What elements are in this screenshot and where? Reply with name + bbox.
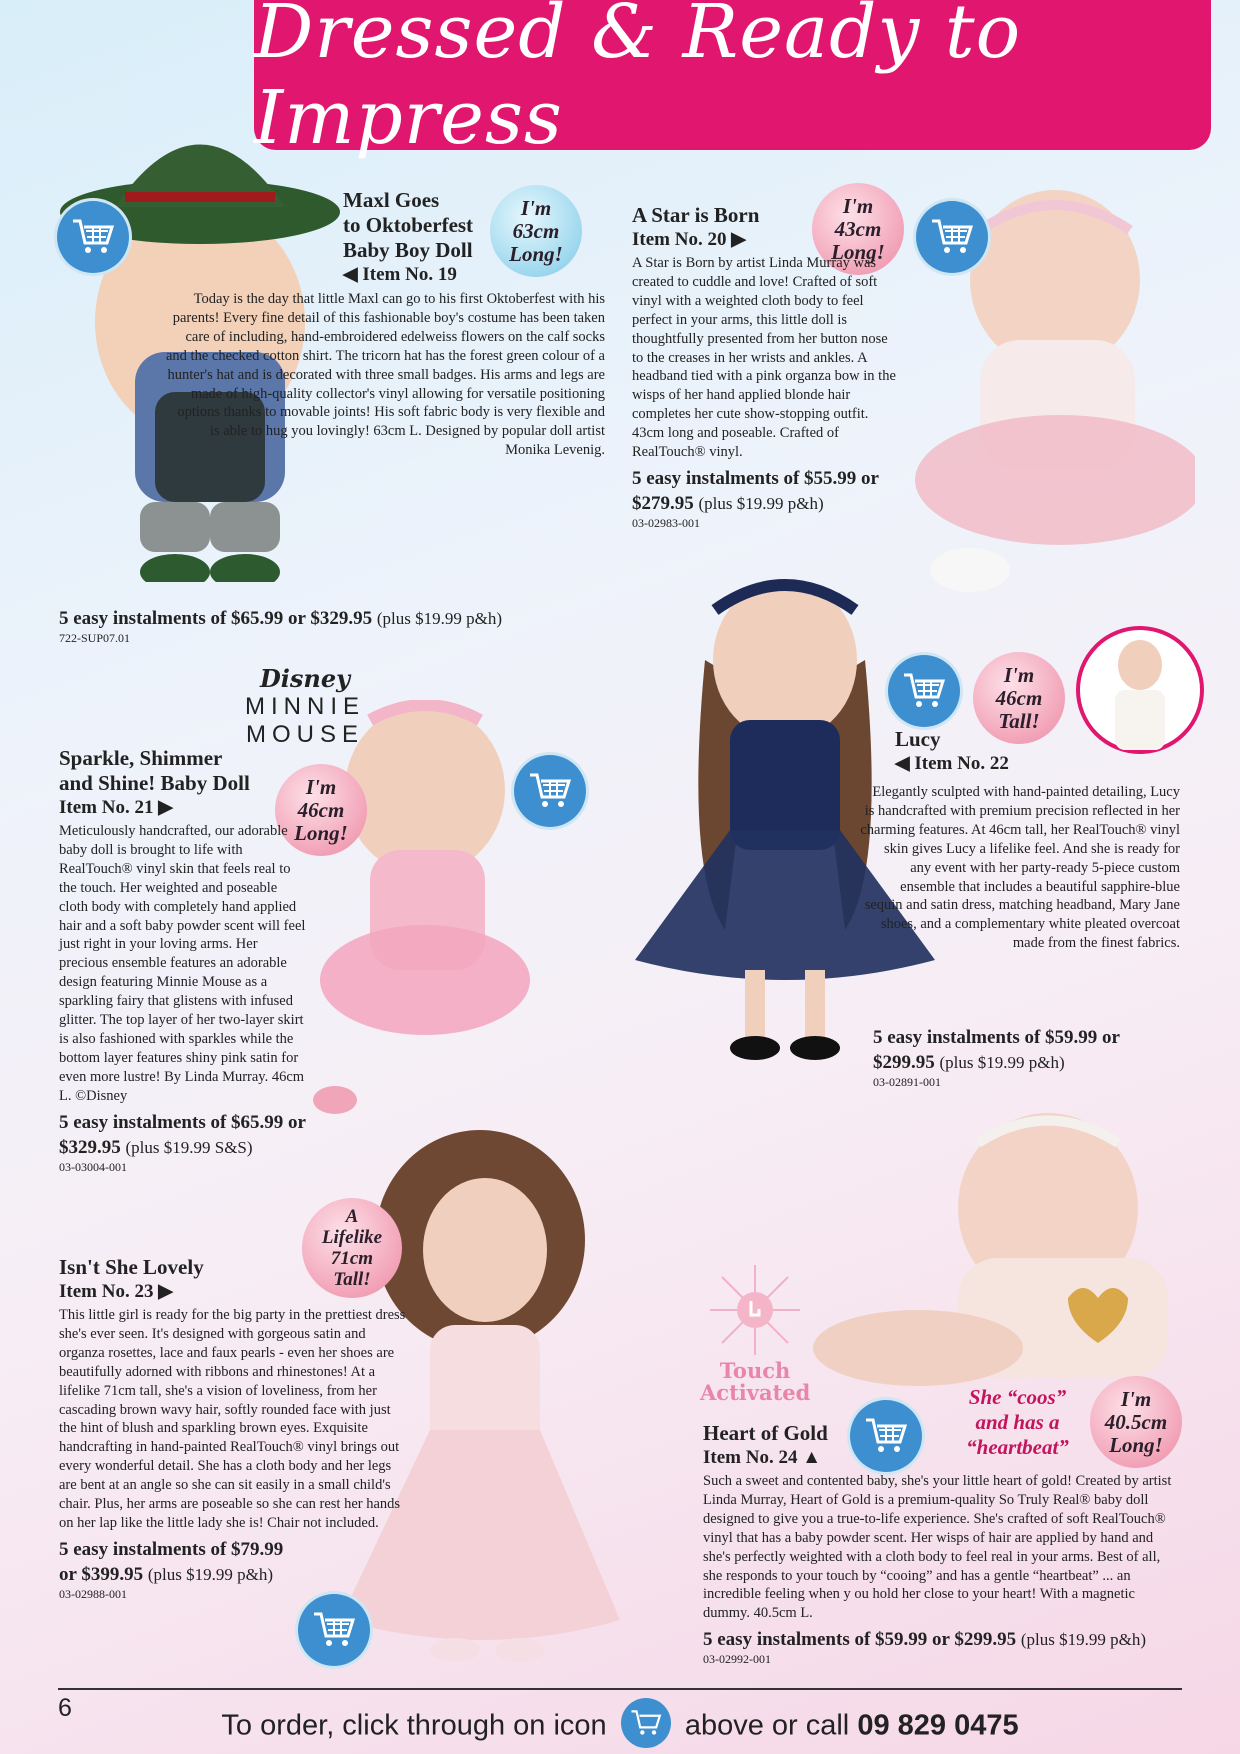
- item-number: Item No. 20 ▶: [632, 229, 746, 250]
- item-number: Item No. 24 ▲: [703, 1447, 822, 1468]
- product-title: Maxl Goes to Oktoberfest Baby Boy Doll: [343, 188, 474, 262]
- arrow-left-icon: ◀: [343, 264, 358, 285]
- price: 5 easy instalments of $59.99 or $299.95 (plus $19.99 p&h): [873, 1027, 1120, 1073]
- price: 5 easy instalments of $65.99 or $329.95 (plus $19.99 p&h): [59, 608, 503, 629]
- cart-button-item-23[interactable]: [298, 1594, 370, 1666]
- product-code: 722-SUP07.01: [59, 631, 131, 645]
- minnie-doll-image: [310, 700, 530, 1120]
- price: 5 easy instalments of $65.99 or $329.95 (plus $19.99 S&S): [59, 1111, 306, 1158]
- product-code: 03-03004-001: [59, 1159, 127, 1174]
- product-22-pricing: [873, 1025, 1173, 1090]
- arrow-right-icon: ▶: [731, 229, 746, 250]
- item-number: Item No. 21 ▶: [59, 797, 173, 818]
- product-19-pricing: [59, 606, 619, 646]
- product-code: 03-02988-001: [59, 1586, 127, 1601]
- page-number: 6: [58, 1694, 72, 1722]
- product-title: Heart of Gold: [703, 1421, 828, 1445]
- arrow-right-icon: ▶: [158, 1281, 173, 1302]
- item-number: ◀ Item No. 19: [343, 264, 457, 285]
- product-description: A Star is Born by artist Linda Murray was created to cuddle and love! Crafted of soft vinyl with a weighted cloth body to feel perfect in your arms, this little doll is thoughtfully presented from her button nose to the creases in her wrists and ankles. A headband tied with a pink organza bow in the wisps of her hand applied blonde hair completes her cute show-stopping outfit. 43cm long and poseable. Crafted of RealTouch® vinyl.: [632, 255, 896, 461]
- product-item-21: [59, 746, 309, 1175]
- item-number: ◀ Item No. 22: [895, 753, 1009, 774]
- product-22-details: [860, 781, 1180, 957]
- footer-divider: [58, 1688, 1182, 1690]
- cart-button-item-19[interactable]: [57, 201, 129, 273]
- product-code: 03-02891-001: [873, 1075, 941, 1089]
- shopping-cart-icon: [528, 771, 572, 811]
- footer-suffix: above or call: [684, 1709, 850, 1742]
- product-item-24: [703, 1421, 1183, 1667]
- shopping-cart-icon: [902, 671, 946, 711]
- size-badge-item-20: I'm 43cm Long!: [812, 183, 904, 275]
- product-description: This little girl is ready for the big party in the prettiest dress she's ever seen. It's designed with gorgeous satin and organza rosettes, lace and faux pearls - even her shoes are beautifully adorned with ribbons and rhinestones! At a lifelike 71cm tall, she's a vision of loveliness, from her cascading brown wavy hair, softly rounded face with just the hint of blush and sparkling brown eyes. Exquisite handcrafting in hand-painted RealTouch® vinyl brings out every wonderful detail. She has a cloth body and her legs are bent at an angle so she can sit easily in a small child's chair. Plus, her arms are poseable so she can rest her hands on her lap like the little lady she is! Chair not included.: [59, 1307, 406, 1531]
- product-item-23: [59, 1255, 409, 1602]
- disney-wordmark: Disney: [259, 664, 351, 693]
- size-badge-item-19: I'm 63cm Long!: [490, 185, 582, 277]
- cart-button-item-22[interactable]: [888, 655, 960, 727]
- minnie-mouse-wordmark: MINNIE MOUSE: [245, 693, 365, 748]
- order-footer: [0, 1702, 1240, 1752]
- shopping-cart-icon: [630, 1708, 662, 1738]
- shopping-cart-icon: [71, 217, 115, 257]
- page-title: Dressed & Ready to Impress: [254, 0, 1022, 161]
- arrow-right-icon: ▶: [158, 797, 173, 818]
- price: 5 easy instalments of $55.99 or $279.95 (plus $19.99 p&h): [632, 467, 879, 514]
- price: 5 easy instalments of $59.99 or $299.95 (plus $19.99 p&h): [703, 1629, 1147, 1651]
- product-title: Isn't She Lovely: [59, 1255, 204, 1279]
- touch-activated-label: Touch Activated: [700, 1358, 811, 1405]
- size-badge-item-23: A Lifelike 71cm Tall!: [302, 1198, 402, 1298]
- arrow-up-icon: ▲: [802, 1447, 822, 1468]
- product-item-19: [343, 188, 603, 287]
- size-badge-item-24: I'm 40.5cm Long!: [1090, 1376, 1182, 1468]
- product-item-22: [895, 727, 1195, 776]
- product-title: Sparkle, Shimmer and Shine! Baby Doll: [59, 746, 250, 795]
- product-description: Meticulously handcrafted, our adorable baby doll is brought to life with RealTouch® vinyl skin that feels real to the touch. Her weighted and poseable cloth body with completely hand applied hair and a soft baby powder scent will feel just right in your loving arms. Her precious ensemble features an adorable design featuring Minnie Mouse as a sparkling fairy that glistens with infused glitter. The top layer of her two-layer skirt is also fashioned with sparkles while the bottom layer features shiny pink satin for even more lustre! By Linda Murray. 46cm L. ©Disney: [59, 823, 306, 1104]
- product-description: Today is the day that little Maxl can go to his first Oktoberfest with his parents! Every fine detail of this fashionable boy's costume has been taken care of including, hand-embroidered edelweiss flowers on the calf socks and the checked cotton shirt. The tricorn hat has the forest green colour of a hunter's hat and is decorated with three small badges. His arms and legs are made of high-quality collector's vinyl allowing for versatile positioning options thanks to movable joints! His soft fabric body is very flexible and is able to hug you lovingly! 63cm L. Designed by popular doll artist Monika Levenig.: [165, 291, 605, 459]
- phone-number[interactable]: 09 829 0475: [857, 1709, 1019, 1742]
- arrow-left-icon: ◀: [895, 753, 910, 774]
- shopping-cart-icon: [312, 1610, 356, 1650]
- heart-of-gold-doll-image: [808, 1088, 1198, 1418]
- footer-prefix: To order, click through on icon: [221, 1709, 607, 1742]
- coos-heartbeat-callout: She “coos” and has a “heartbeat”: [966, 1385, 1069, 1459]
- product-19-details: [165, 288, 605, 464]
- price: 5 easy instalments of $79.99 or $399.95 (plus $19.99 p&h): [59, 1538, 284, 1585]
- product-description: Such a sweet and contented baby, she's your little heart of gold! Created by artist Linda Murray, Heart of Gold is a premium-quality So Truly Real® baby doll designed to give you a true-to-life experience. She's crafted of soft RealTouch® vinyl that has a baby powder scent. Her wisps of hair are applied by hand and she's perfectly weighted with a cloth body to feel real in your arms. Best of all, she responds to your touch by “cooing” and has a gentle “heartbeat” ... an incredible feeling when y ou hold her close to your heart! With a magnetic dummy. 40.5cm L.: [703, 1473, 1172, 1622]
- product-title: A Star is Born: [632, 203, 760, 227]
- touch-hand-icon: [710, 1265, 800, 1355]
- cart-button-item-20[interactable]: [916, 201, 988, 273]
- product-code: 03-02983-001: [632, 515, 700, 530]
- product-code: 03-02992-001: [703, 1652, 771, 1667]
- shopping-cart-icon: [930, 217, 974, 257]
- size-badge-item-22: I'm 46cm Tall!: [973, 652, 1065, 744]
- item-number: Item No. 23 ▶: [59, 1281, 173, 1302]
- footer-cart-icon[interactable]: [621, 1698, 671, 1748]
- product-item-20: [632, 203, 902, 531]
- page-banner: [254, 0, 1211, 161]
- touch-activated-badge: [700, 1265, 810, 1404]
- size-badge-item-21: I'm 46cm Long!: [275, 764, 367, 856]
- product-description: Elegantly sculpted with hand-painted detailing, Lucy is handcrafted with premium precision reflected in her charming features. At 46cm tall, her RealTouch® vinyl skin gives Lucy a lifelike feel. And she is ready for any event with her party-ready 5-piece custom ensemble that includes a beautiful sapphire-blue sequin and satin dress, matching headband, Mary Jane shoes, and a complementary white pleated overcoat made from the finest fabrics.: [860, 784, 1180, 952]
- product-title: Lucy: [895, 727, 941, 751]
- cart-button-item-21[interactable]: [514, 755, 586, 827]
